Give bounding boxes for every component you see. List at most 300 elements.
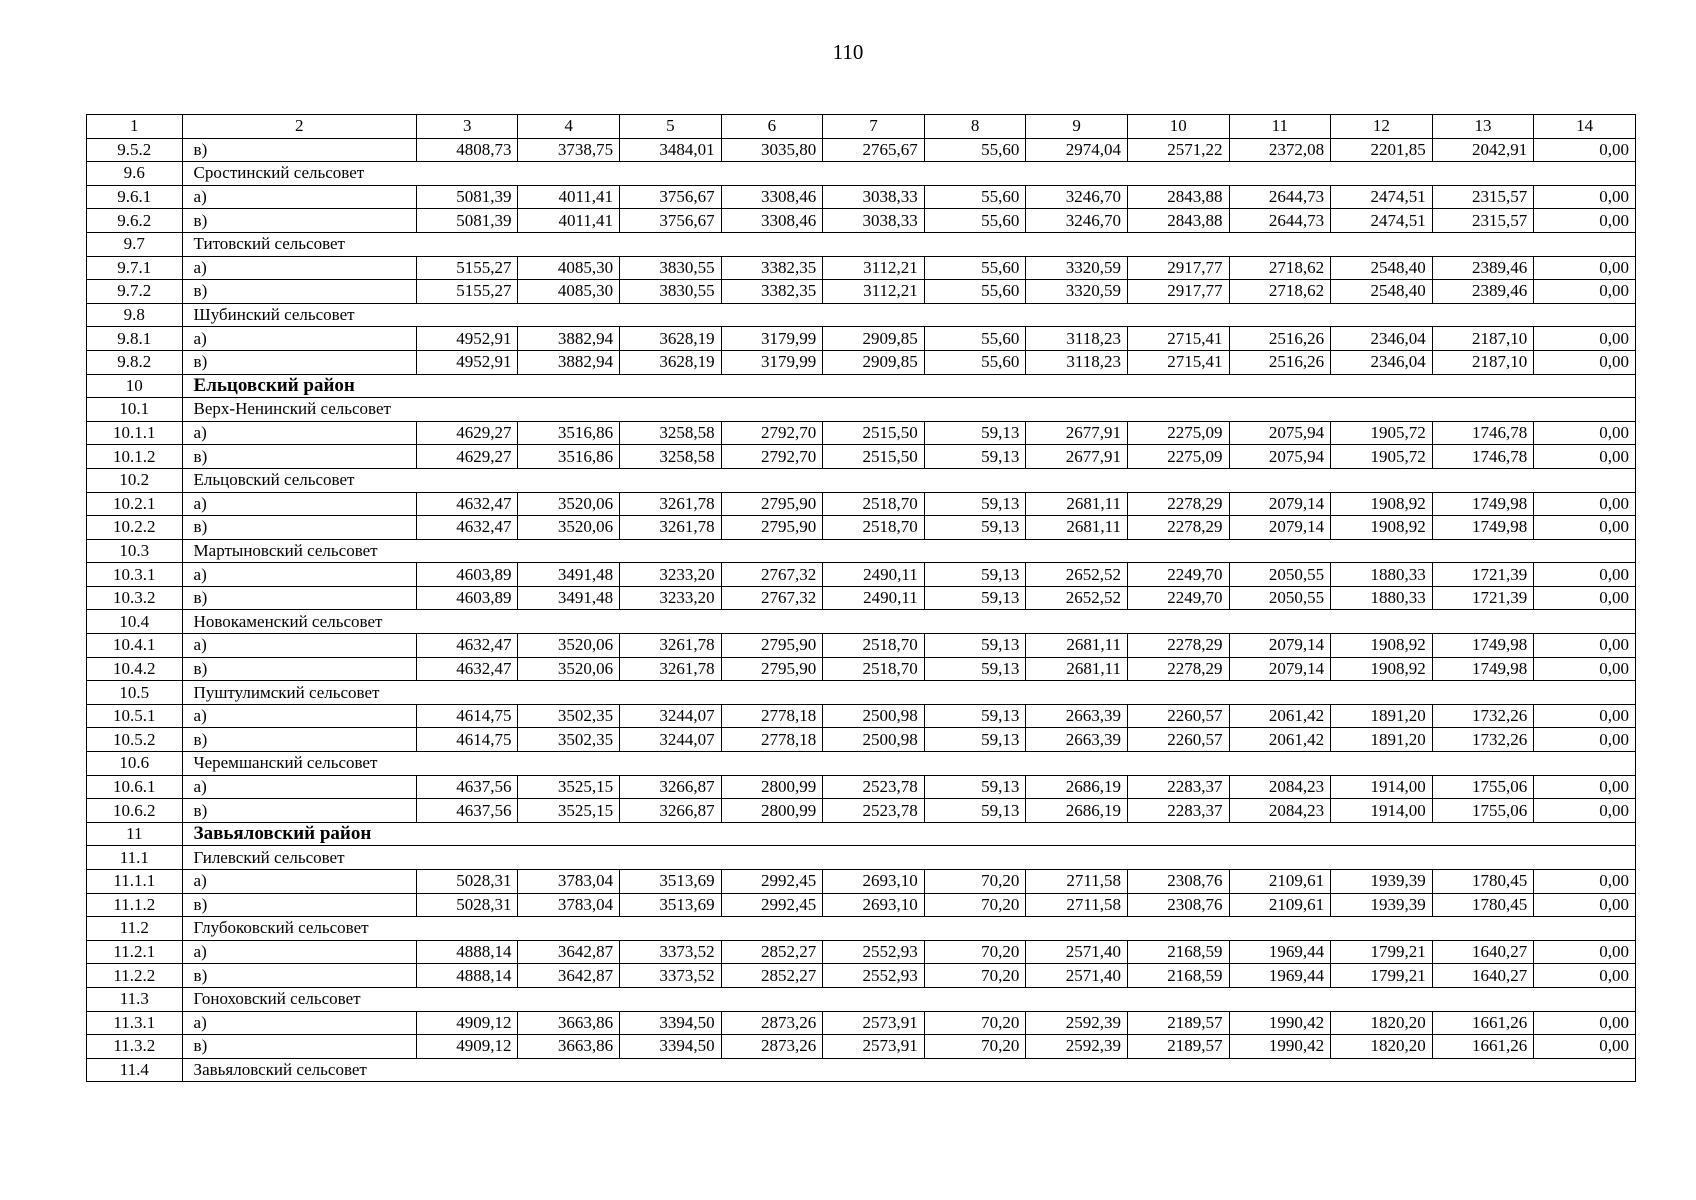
value-cell: 4629,27 bbox=[416, 445, 518, 469]
value-cell: 2249,70 bbox=[1127, 563, 1229, 587]
row-code-cell: 10.4.1 bbox=[87, 634, 183, 658]
value-cell: 1749,98 bbox=[1432, 634, 1534, 658]
value-cell: 1746,78 bbox=[1432, 445, 1534, 469]
value-cell: 0,00 bbox=[1534, 799, 1636, 823]
value-cell: 1969,44 bbox=[1229, 940, 1331, 964]
value-cell: 3783,04 bbox=[518, 870, 620, 894]
value-cell: 4888,14 bbox=[416, 964, 518, 988]
value-cell: 3394,50 bbox=[620, 1035, 722, 1059]
value-cell: 5028,31 bbox=[416, 893, 518, 917]
row-code-cell: 10.6 bbox=[87, 752, 183, 776]
settlement-title: Новокаменский сельсовет bbox=[182, 610, 1635, 634]
value-cell: 3038,33 bbox=[823, 209, 925, 233]
value-cell: 2389,46 bbox=[1432, 256, 1534, 280]
value-cell: 1755,06 bbox=[1432, 775, 1534, 799]
value-cell: 2693,10 bbox=[823, 893, 925, 917]
table-body bbox=[87, 115, 1636, 1082]
value-cell: 1939,39 bbox=[1331, 893, 1433, 917]
value-cell: 1914,00 bbox=[1331, 775, 1433, 799]
value-cell: 3035,80 bbox=[721, 138, 823, 162]
value-cell: 4011,41 bbox=[518, 185, 620, 209]
value-cell: 2992,45 bbox=[721, 870, 823, 894]
value-cell: 59,13 bbox=[924, 775, 1026, 799]
value-cell: 1780,45 bbox=[1432, 870, 1534, 894]
value-cell: 0,00 bbox=[1534, 256, 1636, 280]
value-cell: 3830,55 bbox=[620, 280, 722, 304]
row-code-cell: 10.4 bbox=[87, 610, 183, 634]
table-row bbox=[87, 445, 1636, 469]
header-cell: 6 bbox=[721, 115, 823, 139]
row-code-cell: 11.1 bbox=[87, 846, 183, 870]
value-cell: 3233,20 bbox=[620, 586, 722, 610]
value-cell: 0,00 bbox=[1534, 870, 1636, 894]
value-cell: 3320,59 bbox=[1026, 280, 1128, 304]
value-cell: 1640,27 bbox=[1432, 964, 1534, 988]
value-cell: 3882,94 bbox=[518, 327, 620, 351]
value-cell: 3663,86 bbox=[518, 1011, 620, 1035]
value-cell: 70,20 bbox=[924, 870, 1026, 894]
settlement-heading-row bbox=[87, 917, 1636, 941]
value-cell: 70,20 bbox=[924, 893, 1026, 917]
value-cell: 0,00 bbox=[1534, 563, 1636, 587]
value-cell: 0,00 bbox=[1534, 964, 1636, 988]
value-cell: 2592,39 bbox=[1026, 1035, 1128, 1059]
value-cell: 0,00 bbox=[1534, 940, 1636, 964]
row-label-cell: а) bbox=[182, 870, 416, 894]
value-cell: 0,00 bbox=[1534, 728, 1636, 752]
value-cell: 2552,93 bbox=[823, 964, 925, 988]
row-code-cell: 9.7 bbox=[87, 232, 183, 256]
value-cell: 55,60 bbox=[924, 280, 1026, 304]
table-row bbox=[87, 657, 1636, 681]
value-cell: 1780,45 bbox=[1432, 893, 1534, 917]
value-cell: 3038,33 bbox=[823, 185, 925, 209]
table-row bbox=[87, 209, 1636, 233]
value-cell: 2681,11 bbox=[1026, 634, 1128, 658]
table-row bbox=[87, 870, 1636, 894]
settlement-title: Сростинский сельсовет bbox=[182, 162, 1635, 186]
settlement-heading-row bbox=[87, 610, 1636, 634]
table-row bbox=[87, 704, 1636, 728]
value-cell: 1914,00 bbox=[1331, 799, 1433, 823]
value-cell: 2686,19 bbox=[1026, 775, 1128, 799]
settlement-heading-row bbox=[87, 987, 1636, 1011]
row-label-cell: в) bbox=[182, 1035, 416, 1059]
value-cell: 3233,20 bbox=[620, 563, 722, 587]
settlement-title: Верх-Ненинский сельсовет bbox=[182, 398, 1635, 422]
value-cell: 1880,33 bbox=[1331, 586, 1433, 610]
value-cell: 2917,77 bbox=[1127, 256, 1229, 280]
header-cell: 4 bbox=[518, 115, 620, 139]
value-cell: 0,00 bbox=[1534, 586, 1636, 610]
value-cell: 2800,99 bbox=[721, 775, 823, 799]
row-code-cell: 9.5.2 bbox=[87, 138, 183, 162]
page-number: 110 bbox=[832, 40, 864, 64]
value-cell: 59,13 bbox=[924, 728, 1026, 752]
header-cell: 11 bbox=[1229, 115, 1331, 139]
value-cell: 3756,67 bbox=[620, 185, 722, 209]
row-label-cell: а) bbox=[182, 185, 416, 209]
value-cell: 2767,32 bbox=[721, 586, 823, 610]
value-cell: 4637,56 bbox=[416, 799, 518, 823]
value-cell: 1661,26 bbox=[1432, 1011, 1534, 1035]
value-cell: 3525,15 bbox=[518, 775, 620, 799]
value-cell: 2490,11 bbox=[823, 563, 925, 587]
value-cell: 1749,98 bbox=[1432, 492, 1534, 516]
value-cell: 2490,11 bbox=[823, 586, 925, 610]
table-row bbox=[87, 516, 1636, 540]
row-code-cell: 10.5.1 bbox=[87, 704, 183, 728]
value-cell: 2715,41 bbox=[1127, 327, 1229, 351]
value-cell: 2079,14 bbox=[1229, 634, 1331, 658]
row-label-cell: а) bbox=[182, 327, 416, 351]
value-cell: 3266,87 bbox=[620, 775, 722, 799]
district-title: Завьяловский район bbox=[182, 822, 1635, 846]
district-heading-row bbox=[87, 822, 1636, 846]
value-cell: 2516,26 bbox=[1229, 327, 1331, 351]
value-cell: 2573,91 bbox=[823, 1011, 925, 1035]
value-cell: 2686,19 bbox=[1026, 799, 1128, 823]
value-cell: 4632,47 bbox=[416, 492, 518, 516]
value-cell: 2843,88 bbox=[1127, 185, 1229, 209]
value-cell: 5081,39 bbox=[416, 209, 518, 233]
value-cell: 4632,47 bbox=[416, 634, 518, 658]
value-cell: 3642,87 bbox=[518, 940, 620, 964]
value-cell: 2187,10 bbox=[1432, 327, 1534, 351]
value-cell: 0,00 bbox=[1534, 138, 1636, 162]
value-cell: 3373,52 bbox=[620, 940, 722, 964]
value-cell: 0,00 bbox=[1534, 421, 1636, 445]
value-cell: 2500,98 bbox=[823, 728, 925, 752]
value-cell: 3520,06 bbox=[518, 634, 620, 658]
row-label-cell: в) bbox=[182, 516, 416, 540]
value-cell: 3179,99 bbox=[721, 350, 823, 374]
value-cell: 59,13 bbox=[924, 445, 1026, 469]
value-cell: 0,00 bbox=[1534, 704, 1636, 728]
value-cell: 1755,06 bbox=[1432, 799, 1534, 823]
value-cell: 2711,58 bbox=[1026, 870, 1128, 894]
value-cell: 2260,57 bbox=[1127, 728, 1229, 752]
value-cell: 1908,92 bbox=[1331, 657, 1433, 681]
row-code-cell: 9.6 bbox=[87, 162, 183, 186]
value-cell: 1820,20 bbox=[1331, 1011, 1433, 1035]
value-cell: 4632,47 bbox=[416, 657, 518, 681]
value-cell: 4808,73 bbox=[416, 138, 518, 162]
value-cell: 59,13 bbox=[924, 704, 1026, 728]
value-cell: 1820,20 bbox=[1331, 1035, 1433, 1059]
table-row bbox=[87, 492, 1636, 516]
value-cell: 2548,40 bbox=[1331, 280, 1433, 304]
value-cell: 2663,39 bbox=[1026, 704, 1128, 728]
value-cell: 4637,56 bbox=[416, 775, 518, 799]
value-cell: 2275,09 bbox=[1127, 445, 1229, 469]
header-cell: 8 bbox=[924, 115, 1026, 139]
header-row bbox=[87, 115, 1636, 139]
row-code-cell: 10 bbox=[87, 374, 183, 398]
value-cell: 3258,58 bbox=[620, 421, 722, 445]
value-cell: 2843,88 bbox=[1127, 209, 1229, 233]
value-cell: 4085,30 bbox=[518, 256, 620, 280]
row-label-cell: а) bbox=[182, 563, 416, 587]
value-cell: 3484,01 bbox=[620, 138, 722, 162]
value-cell: 3112,21 bbox=[823, 256, 925, 280]
value-cell: 1990,42 bbox=[1229, 1011, 1331, 1035]
value-cell: 2571,40 bbox=[1026, 964, 1128, 988]
value-cell: 2778,18 bbox=[721, 728, 823, 752]
value-cell: 2909,85 bbox=[823, 327, 925, 351]
value-cell: 3783,04 bbox=[518, 893, 620, 917]
row-code-cell: 9.7.1 bbox=[87, 256, 183, 280]
row-code-cell: 10.2.2 bbox=[87, 516, 183, 540]
value-cell: 3491,48 bbox=[518, 586, 620, 610]
district-heading-row bbox=[87, 374, 1636, 398]
value-cell: 2681,11 bbox=[1026, 516, 1128, 540]
row-code-cell: 10.3.1 bbox=[87, 563, 183, 587]
row-label-cell: в) bbox=[182, 893, 416, 917]
settlement-title: Гоноховский сельсовет bbox=[182, 987, 1635, 1011]
value-cell: 4909,12 bbox=[416, 1035, 518, 1059]
settlement-title: Глубоковский сельсовет bbox=[182, 917, 1635, 941]
value-cell: 2718,62 bbox=[1229, 256, 1331, 280]
header-cell: 2 bbox=[182, 115, 416, 139]
value-cell: 3320,59 bbox=[1026, 256, 1128, 280]
settlement-title: Титовский сельсовет bbox=[182, 232, 1635, 256]
settlement-heading-row bbox=[87, 303, 1636, 327]
settlement-heading-row bbox=[87, 232, 1636, 256]
table-row bbox=[87, 185, 1636, 209]
value-cell: 2800,99 bbox=[721, 799, 823, 823]
value-cell: 2852,27 bbox=[721, 964, 823, 988]
value-cell: 3513,69 bbox=[620, 870, 722, 894]
row-code-cell: 9.8.2 bbox=[87, 350, 183, 374]
value-cell: 55,60 bbox=[924, 185, 1026, 209]
value-cell: 2278,29 bbox=[1127, 516, 1229, 540]
value-cell: 1732,26 bbox=[1432, 704, 1534, 728]
value-cell: 3308,46 bbox=[721, 185, 823, 209]
value-cell: 3112,21 bbox=[823, 280, 925, 304]
value-cell: 4909,12 bbox=[416, 1011, 518, 1035]
value-cell: 3520,06 bbox=[518, 492, 620, 516]
value-cell: 2677,91 bbox=[1026, 445, 1128, 469]
value-cell: 55,60 bbox=[924, 138, 1026, 162]
row-code-cell: 11.3.2 bbox=[87, 1035, 183, 1059]
settlement-heading-row bbox=[87, 162, 1636, 186]
value-cell: 3628,19 bbox=[620, 350, 722, 374]
value-cell: 2974,04 bbox=[1026, 138, 1128, 162]
value-cell: 3516,86 bbox=[518, 445, 620, 469]
settlement-title: Пуштулимский сельсовет bbox=[182, 681, 1635, 705]
value-cell: 3756,67 bbox=[620, 209, 722, 233]
value-cell: 2718,62 bbox=[1229, 280, 1331, 304]
value-cell: 2548,40 bbox=[1331, 256, 1433, 280]
value-cell: 2873,26 bbox=[721, 1011, 823, 1035]
value-cell: 2278,29 bbox=[1127, 657, 1229, 681]
value-cell: 3738,75 bbox=[518, 138, 620, 162]
row-label-cell: в) bbox=[182, 350, 416, 374]
value-cell: 2792,70 bbox=[721, 445, 823, 469]
value-cell: 2249,70 bbox=[1127, 586, 1229, 610]
settlement-heading-row bbox=[87, 1058, 1636, 1082]
row-code-cell: 10.5 bbox=[87, 681, 183, 705]
value-cell: 2516,26 bbox=[1229, 350, 1331, 374]
value-cell: 2075,94 bbox=[1229, 445, 1331, 469]
row-label-cell: в) bbox=[182, 280, 416, 304]
value-cell: 3642,87 bbox=[518, 964, 620, 988]
row-label-cell: в) bbox=[182, 728, 416, 752]
row-label-cell: в) bbox=[182, 964, 416, 988]
value-cell: 1939,39 bbox=[1331, 870, 1433, 894]
value-cell: 2518,70 bbox=[823, 634, 925, 658]
value-cell: 2346,04 bbox=[1331, 350, 1433, 374]
value-cell: 2168,59 bbox=[1127, 940, 1229, 964]
row-label-cell: а) bbox=[182, 256, 416, 280]
row-code-cell: 10.1.2 bbox=[87, 445, 183, 469]
value-cell: 2792,70 bbox=[721, 421, 823, 445]
row-label-cell: в) bbox=[182, 209, 416, 233]
value-cell: 1905,72 bbox=[1331, 421, 1433, 445]
settlement-heading-row bbox=[87, 681, 1636, 705]
value-cell: 3491,48 bbox=[518, 563, 620, 587]
value-cell: 1891,20 bbox=[1331, 704, 1433, 728]
table-row bbox=[87, 728, 1636, 752]
value-cell: 3513,69 bbox=[620, 893, 722, 917]
value-cell: 3246,70 bbox=[1026, 209, 1128, 233]
value-cell: 70,20 bbox=[924, 1035, 1026, 1059]
value-cell: 2693,10 bbox=[823, 870, 925, 894]
row-code-cell: 10.5.2 bbox=[87, 728, 183, 752]
value-cell: 1721,39 bbox=[1432, 563, 1534, 587]
settlement-heading-row bbox=[87, 468, 1636, 492]
value-cell: 2283,37 bbox=[1127, 775, 1229, 799]
value-cell: 2168,59 bbox=[1127, 964, 1229, 988]
table-row bbox=[87, 1011, 1636, 1035]
row-code-cell: 9.8.1 bbox=[87, 327, 183, 351]
value-cell: 2079,14 bbox=[1229, 516, 1331, 540]
value-cell: 2315,57 bbox=[1432, 209, 1534, 233]
value-cell: 3882,94 bbox=[518, 350, 620, 374]
row-label-cell: а) bbox=[182, 1011, 416, 1035]
value-cell: 2652,52 bbox=[1026, 563, 1128, 587]
row-code-cell: 11.2 bbox=[87, 917, 183, 941]
value-cell: 3179,99 bbox=[721, 327, 823, 351]
value-cell: 1891,20 bbox=[1331, 728, 1433, 752]
header-cell: 1 bbox=[87, 115, 183, 139]
row-label-cell: а) bbox=[182, 421, 416, 445]
value-cell: 3373,52 bbox=[620, 964, 722, 988]
value-cell: 59,13 bbox=[924, 563, 1026, 587]
row-code-cell: 10.2 bbox=[87, 468, 183, 492]
value-cell: 0,00 bbox=[1534, 327, 1636, 351]
header-cell: 9 bbox=[1026, 115, 1128, 139]
row-label-cell: а) bbox=[182, 775, 416, 799]
value-cell: 2084,23 bbox=[1229, 775, 1331, 799]
value-cell: 1908,92 bbox=[1331, 634, 1433, 658]
settlement-title: Ельцовский сельсовет bbox=[182, 468, 1635, 492]
value-cell: 2075,94 bbox=[1229, 421, 1331, 445]
value-cell: 55,60 bbox=[924, 350, 1026, 374]
table-row bbox=[87, 1035, 1636, 1059]
value-cell: 4629,27 bbox=[416, 421, 518, 445]
row-label-cell: в) bbox=[182, 586, 416, 610]
value-cell: 2275,09 bbox=[1127, 421, 1229, 445]
value-cell: 2042,91 bbox=[1432, 138, 1534, 162]
value-cell: 5155,27 bbox=[416, 280, 518, 304]
value-cell: 2571,22 bbox=[1127, 138, 1229, 162]
value-cell: 55,60 bbox=[924, 327, 1026, 351]
value-cell: 2767,32 bbox=[721, 563, 823, 587]
value-cell: 2552,93 bbox=[823, 940, 925, 964]
value-cell: 1969,44 bbox=[1229, 964, 1331, 988]
value-cell: 5028,31 bbox=[416, 870, 518, 894]
row-code-cell: 11.3.1 bbox=[87, 1011, 183, 1035]
value-cell: 2283,37 bbox=[1127, 799, 1229, 823]
value-cell: 2681,11 bbox=[1026, 492, 1128, 516]
value-cell: 2518,70 bbox=[823, 657, 925, 681]
table-row bbox=[87, 280, 1636, 304]
table-row bbox=[87, 256, 1636, 280]
value-cell: 1990,42 bbox=[1229, 1035, 1331, 1059]
value-cell: 2909,85 bbox=[823, 350, 925, 374]
row-label-cell: в) bbox=[182, 657, 416, 681]
table-row bbox=[87, 327, 1636, 351]
settlement-heading-row bbox=[87, 539, 1636, 563]
value-cell: 3525,15 bbox=[518, 799, 620, 823]
value-cell: 2109,61 bbox=[1229, 893, 1331, 917]
value-cell: 70,20 bbox=[924, 1011, 1026, 1035]
value-cell: 2061,42 bbox=[1229, 728, 1331, 752]
value-cell: 0,00 bbox=[1534, 657, 1636, 681]
value-cell: 2992,45 bbox=[721, 893, 823, 917]
header-cell: 13 bbox=[1432, 115, 1534, 139]
value-cell: 4614,75 bbox=[416, 704, 518, 728]
value-cell: 4632,47 bbox=[416, 516, 518, 540]
value-cell: 4085,30 bbox=[518, 280, 620, 304]
value-cell: 2795,90 bbox=[721, 657, 823, 681]
row-code-cell: 10.6.1 bbox=[87, 775, 183, 799]
value-cell: 0,00 bbox=[1534, 1035, 1636, 1059]
value-cell: 3258,58 bbox=[620, 445, 722, 469]
value-cell: 2079,14 bbox=[1229, 492, 1331, 516]
value-cell: 1640,27 bbox=[1432, 940, 1534, 964]
table-row bbox=[87, 350, 1636, 374]
value-cell: 55,60 bbox=[924, 209, 1026, 233]
value-cell: 3261,78 bbox=[620, 516, 722, 540]
row-code-cell: 11.2.2 bbox=[87, 964, 183, 988]
table-row bbox=[87, 799, 1636, 823]
row-code-cell: 9.6.2 bbox=[87, 209, 183, 233]
table-row bbox=[87, 893, 1636, 917]
value-cell: 2050,55 bbox=[1229, 563, 1331, 587]
value-cell: 3244,07 bbox=[620, 728, 722, 752]
table-row bbox=[87, 964, 1636, 988]
value-cell: 3308,46 bbox=[721, 209, 823, 233]
row-code-cell: 11.1.2 bbox=[87, 893, 183, 917]
value-cell: 2500,98 bbox=[823, 704, 925, 728]
value-cell: 2079,14 bbox=[1229, 657, 1331, 681]
value-cell: 2515,50 bbox=[823, 421, 925, 445]
value-cell: 3520,06 bbox=[518, 516, 620, 540]
value-cell: 59,13 bbox=[924, 634, 1026, 658]
value-cell: 2917,77 bbox=[1127, 280, 1229, 304]
value-cell: 4614,75 bbox=[416, 728, 518, 752]
value-cell: 2778,18 bbox=[721, 704, 823, 728]
value-cell: 0,00 bbox=[1534, 209, 1636, 233]
row-label-cell: а) bbox=[182, 940, 416, 964]
header-cell: 7 bbox=[823, 115, 925, 139]
value-cell: 2389,46 bbox=[1432, 280, 1534, 304]
value-cell: 55,60 bbox=[924, 256, 1026, 280]
value-cell: 2201,85 bbox=[1331, 138, 1433, 162]
